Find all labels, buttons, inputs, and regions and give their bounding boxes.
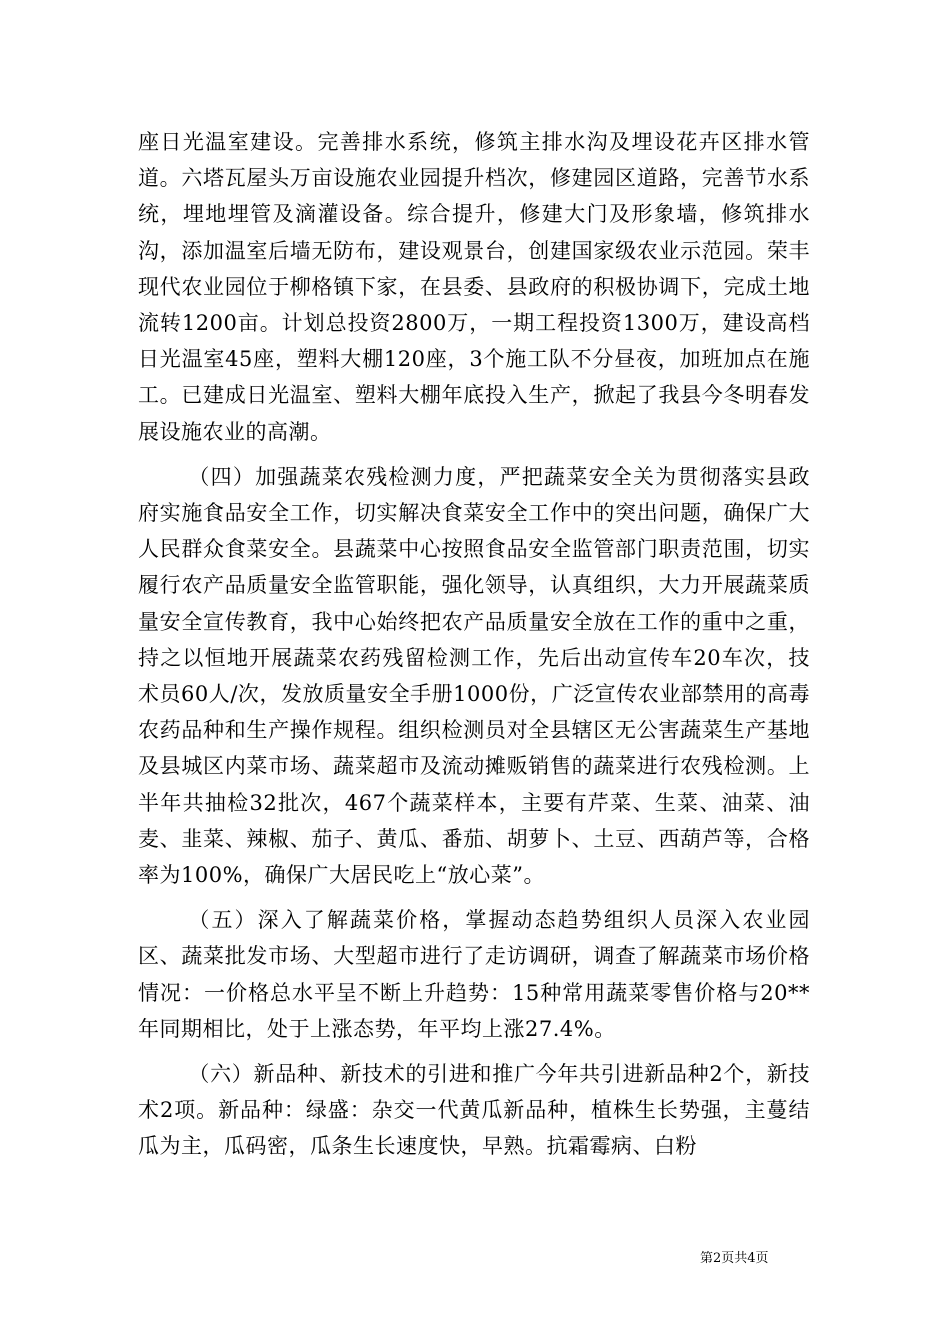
paragraph-section-6: （六）新品种、新技术的引进和推广今年共引进新品种2个，新技术2项。新品种：绿盛：杂交一代黄瓜新品种，植株生长势强，主蔓结瓜为主，瓜码密，瓜条生长速度快，早熟。抗霜霉病、白粉 bbox=[138, 1062, 810, 1159]
page-number-footer: 第2页共4页 bbox=[700, 1251, 769, 1266]
document-body bbox=[138, 124, 810, 1174]
paragraph-section-4: （四）加强蔬菜农残检测力度，严把蔬菜安全关为贯彻落实县政府实施食品安全工作，切实解决食菜安全工作中的突出问题，确保广大人民群众食菜安全。县蔬菜中心按照食品安全监管部门职责范围，切实履行农产品质量安全监管职能，强化领导，认真组织，大力开展蔬菜质量安全宣传教育，我中心始终把农产品质量安全放在工作的重中之重，持之以恒地开展蔬菜农药残留检测工作，先后出动宣传车20车次，技术员60人/次，发放质量安全手册1000份，广泛宣传农业部禁用的高毒农药品种和生产操作规程。组织检测员对全县辖区无公害蔬菜生产基地及县城区内菜市场、蔬菜超市及流动摊贩销售的蔬菜进行农残检测。上半年共抽检32批次，467个蔬菜样本，主要有芹菜、生菜、油菜、油麦、韭菜、辣椒、茄子、黄瓜、番茄、胡萝卜、土豆、西葫芦等，合格率为100%，确保广大居民吃上“放心菜”。 bbox=[138, 464, 810, 888]
paragraph-section-5: （五）深入了解蔬菜价格，掌握动态趋势组织人员深入农业园区、蔬菜批发市场、大型超市进行了走访调研，调查了解蔬菜市场价格情况：一价格总水平呈不断上升趋势：15种常用蔬菜零售价格与20**年同期相比，处于上涨态势，年平均上涨27.4%。 bbox=[138, 908, 810, 1041]
paragraph-continuation: 座日光温室建设。完善排水系统，修筑主排水沟及埋设花卉区排水管道。六塔瓦屋头万亩设施农业园提升档次，修建园区道路，完善节水系统，埋地埋管及滴灌设备。综合提升，修建大门及形象墙，修筑排水沟，添加温室后墙无防布，建设观景台，创建国家级农业示范园。荣丰现代农业园位于柳格镇下家，在县委、县政府的积极协调下，完成土地流转1200亩。计划总投资2800万，一期工程投资1300万，建设高档日光温室45座，塑料大棚120座，3个施工队不分昼夜，加班加点在施工。已建成日光温室、塑料大棚年底投入生产，掀起了我县今冬明春发展设施农业的高潮。 bbox=[138, 130, 810, 444]
